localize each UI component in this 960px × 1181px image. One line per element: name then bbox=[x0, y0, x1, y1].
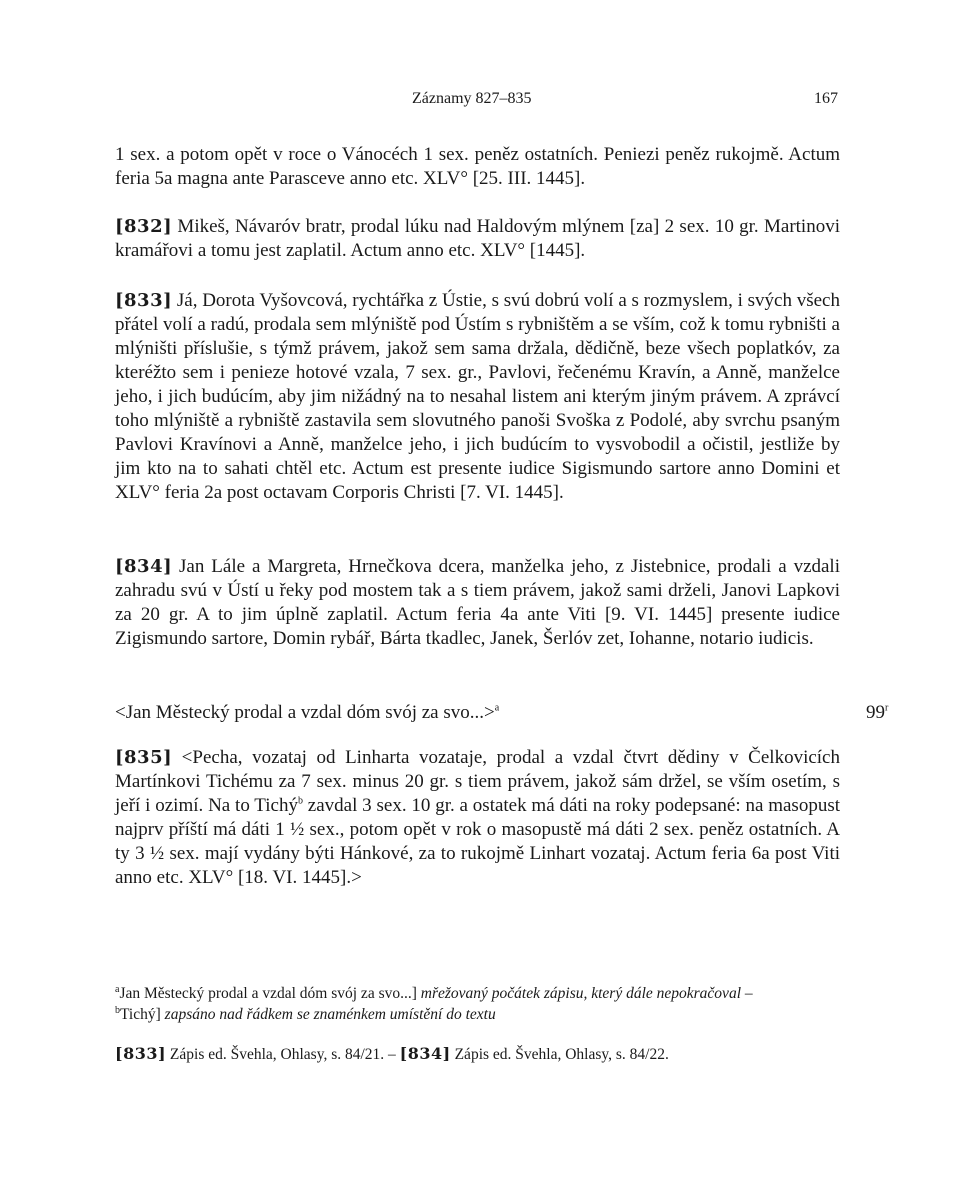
record-number: [833] bbox=[115, 290, 173, 311]
footnote-b bbox=[115, 1004, 840, 1025]
record-835-paragraph bbox=[115, 746, 840, 890]
folio-side: r bbox=[885, 702, 889, 714]
record-number: [832] bbox=[115, 216, 173, 237]
record-832-text: Mikeš, Návaróv bratr, prodal lúku nad Haldovým mlýnem [za] 2 sex. 10 gr. Martinovi kramářovi a tomu jest zaplatil. Actum anno etc. XLV° [1445]. bbox=[115, 216, 840, 261]
footnote-mark-b: b bbox=[297, 795, 303, 807]
record-835 bbox=[115, 746, 840, 890]
source-record-number: [833] bbox=[115, 1044, 167, 1063]
cancelled-entry-paragraph bbox=[115, 701, 840, 725]
record-832 bbox=[115, 215, 840, 263]
source-834-text: Zápis ed. Švehla, Ohlasy, s. 84/22. bbox=[450, 1046, 669, 1063]
record-832-paragraph bbox=[115, 215, 840, 263]
footnote-a-comment: mřežovaný počátek zápisu, který dále nepokračoval bbox=[420, 985, 741, 1002]
record-834 bbox=[115, 555, 840, 651]
source-notes bbox=[115, 1043, 840, 1066]
record-831-text: 1 sex. a potom opět v roce o Vánocéch 1 sex. peněz ostatních. Peniezi peněz rukojmě. Actum feria 5a magna ante Parasceve anno etc. XLV° [25. III. 1445]. bbox=[115, 144, 840, 189]
footnote-a-mark: a bbox=[115, 983, 120, 995]
record-833-paragraph bbox=[115, 289, 840, 505]
record-831-continuation bbox=[115, 143, 840, 191]
footnote-a-lemma: Jan Městecký prodal a vzdal dóm svój za svo...] bbox=[119, 985, 417, 1002]
record-834-text: Jan Lále a Margreta, Hrnečkova dcera, manželka jeho, z Jistebnice, prodali a vzdali zahradu svú v Ústí u řeky pod mostem tak a s tiem právem, jakož sami drželi, Janovi Lapkovi za 20 gr. A to jim úplně zaplatil. Actum feria 4a ante Viti [9. VI. 1445] presente iudice Zigismundo sartore, Domin rybář, Bárta tkadlec, Janek, Šerlóv zet, Iohanne, notario iudicis. bbox=[115, 556, 840, 649]
footnote-b-comment: zapsáno nad řádkem se znaménkem umístění do textu bbox=[164, 1006, 496, 1023]
source-record-number: [834] bbox=[399, 1044, 451, 1063]
record-835-text-part1: <Pecha, vozataj od Linharta vozataje, prodal a vzdal čtvrt dědiny v Čelkovicích Martínkovi Tichému za 7 sex. minus 20 gr. s tiem právem, jakož sám držel, se vším osetím, s jeří i ozimí. Na to Tichý bbox=[115, 747, 840, 816]
record-834-paragraph bbox=[115, 555, 840, 651]
source-833-text: Zápis ed. Švehla, Ohlasy, s. 84/21. – bbox=[166, 1046, 400, 1063]
record-number: [834] bbox=[115, 556, 173, 577]
footnote-mark-a: a bbox=[494, 702, 500, 714]
footnote-a bbox=[115, 983, 840, 1004]
folio-number: 99 bbox=[866, 702, 885, 723]
cancelled-entry-text: <Jan Městecký prodal a vzdal dóm svój za svo...> bbox=[115, 702, 495, 723]
record-833-text: Já, Dorota Vyšovcová, rychtářka z Ústie, s svú dobrú volí a s rozmyslem, i svých všech přátel volí a radú, prodala sem mlýniště pod Ústím s rybništěm a se vším, což k tomu rybništi a mlýništi příslušie, s týmž právem, jakož sem sama držala, dědičně, beze všech poplatkóv, za kteréžto sem i penieze hotové vzala, 7 sex. gr., Pavlovi, řečenému Kravín, a Anně, manželce jeho, i jich budúcím, aby jim nižádný na to nesahal listem ani kterým jiným právem. A zprávcí toho mlýniště a rybniště zastavila sem slovutného panoši Svoška z Podolé, aby svrchu psaným Pavlovi Kravínovi a Anně, manželce jeho, i jich budúcím to vysvobodil a očistil, jestliže by jim kto na to sahati chtěl etc. Actum est presente iudice Sigismundo sartore anno Domini et XLV° feria 2a post octavam Corporis Christi [7. VI. 1445]. bbox=[115, 290, 840, 503]
record-number: [835] bbox=[115, 747, 173, 768]
cancelled-entry-line bbox=[115, 701, 840, 725]
footnotes bbox=[115, 983, 840, 1025]
record-835-text-part2: zavdal 3 sex. 10 gr. a ostatek má dáti na roky podepsané: na masopust najprv příští má dáti 1 ½ sex., potom opět v rok o masopustě má dáti 2 sex. peněz ostatních. A ty 3 ½ sex. mají vydány býti Hánkové, za to rukojmě Linhart vozataj. Actum feria 6a post Viti anno etc. XLV° [18. VI. 1445].> bbox=[115, 795, 840, 888]
footnote-a-dash: – bbox=[741, 985, 753, 1002]
margin-folio-number bbox=[866, 701, 888, 725]
record-833 bbox=[115, 289, 840, 505]
running-title: Záznamy 827–835 bbox=[412, 90, 532, 107]
page-number: 167 bbox=[814, 90, 838, 107]
footnote-b-lemma: Tichý] bbox=[120, 1006, 161, 1023]
footnote-b-mark: b bbox=[115, 1004, 120, 1016]
